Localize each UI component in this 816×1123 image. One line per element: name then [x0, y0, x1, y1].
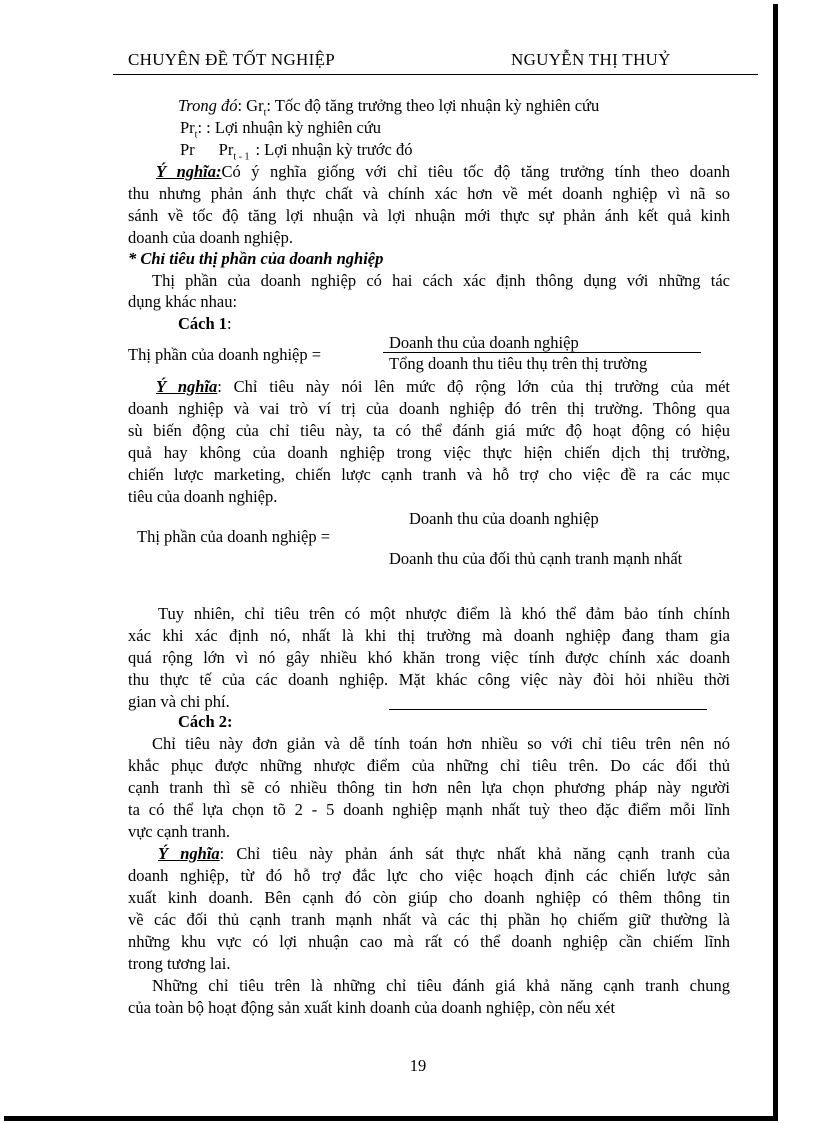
page-shadow-right [773, 4, 778, 1120]
cach1-label: Cách 1 [178, 314, 228, 333]
yn2-line-4: quả hay không của doanh nghiệp trong việc thực hiện chiến dịch thị trường, [128, 443, 730, 462]
however-line-4: thu thực tế của các doanh nghiệp. Mặt khác công việc này đòi hỏi nhiều thời [128, 670, 730, 689]
section-intro-1 [128, 271, 730, 291]
legend-sub-1: t [263, 107, 267, 119]
legend-sym-3a: Pr [180, 140, 195, 159]
however-line-3: quá rộng lớn vì nó gây nhiều khó khăn trong việc tính được chính xác doanh [128, 648, 730, 667]
yn1-line-1 [128, 162, 730, 182]
formula1-numerator: Doanh thu của doanh nghiệp [389, 333, 579, 352]
yn3-line-2: doanh nghiệp, từ đó hỗ trợ đắc lực cho việc hoạch định các chiến lược sản [128, 866, 730, 885]
formula1-fraction-bar [383, 352, 701, 353]
yn2-line-6: tiêu của doanh nghiệp. [128, 487, 278, 506]
legend-sub-3: t - 1 [233, 151, 250, 163]
yn3-line-6: trong tương lai. [128, 954, 231, 973]
cach2-label: Cách 2: [178, 712, 233, 731]
formula1-denominator: Tổng doanh thu tiêu thụ trên thị trường [389, 354, 648, 373]
legend-sym-3b: Pr [218, 140, 234, 159]
however-line-2: xác khi xác định nó, nhất là khi thị trường mà doanh nghiệp đang tham gia [128, 626, 730, 645]
yn3-line-4: về các đối thủ cạnh tranh mạnh nhất và các thị phần họ chiếm giữ thường là [128, 910, 730, 929]
header-rule [113, 74, 758, 75]
cach2-line-2: khắc phục được những nhược điểm của những chỉ tiêu trên. Do các đối thủ [128, 756, 730, 775]
page-shadow-bottom [4, 1116, 778, 1121]
legend-text-1: : Tốc độ tăng trưởng theo lợi nhuận kỳ nghiên cứu [266, 96, 600, 115]
yn2-line-1 [128, 377, 730, 397]
formula2-denominator: Doanh thu của đối thủ cạnh tranh mạnh nhất [389, 549, 683, 568]
cach1-heading [178, 314, 232, 334]
closing-line-1 [128, 976, 730, 996]
legend-sym-2: Pr [180, 118, 195, 137]
yn2-line-3: sù biến động của chỉ tiêu này, ta có thể đánh giá mức độ hoạt động có hiệu [128, 421, 730, 440]
header-right: NGUYỄN THỊ THUỶ [511, 50, 671, 69]
legend-sub-2: t [194, 129, 198, 141]
yn3-line-5: những khu vực có lợi nhuận cao mà rất có thể doanh nghiệp cần chiếm lĩnh [128, 932, 730, 951]
legend-trong-do: Trong đó [178, 96, 238, 115]
cach2-line-4: ta có thể lựa chọn tõ 2 - 5 doanh nghiệp mạnh nhất tuỳ theo đặc điểm mỗi lĩnh [128, 800, 730, 819]
section-heading: * Chỉ tiêu thị phần của doanh nghiệp [128, 249, 384, 268]
header-left: CHUYÊN ĐỀ TỐT NGHIỆP [128, 50, 336, 69]
cach2-line-1 [128, 734, 730, 754]
formula2-lhs: Thị phần của doanh nghiệp = [137, 527, 331, 546]
yn1-line-3: sánh về tốc độ tăng lợi nhuận và lợi nhuận mới thực sự phản ánh kết quả kinh [128, 206, 730, 225]
stray-fraction-bar [389, 709, 707, 710]
yn1-text-1: Có ý nghĩa giống với chỉ tiêu tốc độ tăng trưởng tính theo doanh [221, 162, 730, 181]
closing-line-2: của toàn bộ hoạt động sản xuất kinh doanh của doanh nghiệp, còn nếu xét [128, 998, 616, 1017]
yn2-line-2: doanh nghiệp và vai trò ví trị của doanh nghiệp đó trên thị trường. Thông qua [128, 399, 730, 418]
legend-sym-1: : Gr [237, 96, 264, 115]
section-intro-text-1: Thị phần của doanh nghiệp có hai cách xác định thông dụng với những tác [152, 271, 730, 290]
however-line-5: gian và chi phí. [128, 692, 230, 711]
yn2-label: Ý nghĩa [156, 377, 218, 396]
legend-text-2: : : Lợi nhuận kỳ nghiên cứu [197, 118, 382, 137]
cach2-line-3: cạnh tranh thì sẽ có nhiều thông tin hơn nên lựa chọn phương pháp này người [128, 778, 730, 797]
yn3-text-1: : Chỉ tiêu này phản ánh sát thực nhất khả năng cạnh tranh của [219, 844, 730, 863]
closing-text-1: Những chỉ tiêu trên là những chỉ tiêu đánh giá khả năng cạnh tranh chung [152, 976, 730, 995]
however-line-1 [128, 604, 730, 624]
yn3-line-1 [128, 844, 730, 864]
cach2-line-5: vực cạnh tranh. [128, 822, 230, 841]
formula1-lhs: Thị phần của doanh nghiệp = [128, 345, 322, 364]
yn1-line-4: doanh của doanh nghiệp. [128, 228, 293, 247]
yn2-text-1: : Chỉ tiêu này nói lên mức độ rộng lớn của thị trường của mét [217, 377, 730, 396]
however-text-1: Tuy nhiên, chỉ tiêu trên có một nhược điểm là khó thể đảm bảo tính chính [158, 604, 730, 623]
yn3-label: Ý nghĩa [158, 844, 220, 863]
legend-text-3: : Lợi nhuận kỳ trước đó [255, 140, 413, 159]
yn2-line-5: chiến lược marketing, chiến lược cạnh tranh và hỗ trợ cho việc đề ra các mục [128, 465, 730, 484]
yn3-line-3: xuất kinh doanh. Bên cạnh đó còn giúp cho doanh nghiệp có thêm thông tin [128, 888, 730, 907]
page-number: 19 [409, 1056, 427, 1075]
yn1-line-2: thu nhưng phản ánh thực chất và chính xác hơn về mét doanh nghiệp vì nã so [128, 184, 730, 203]
cach2-text-1: Chỉ tiêu này đơn giản và dễ tính toán hơn nhiều so với chỉ tiêu trên nên nó [152, 734, 730, 753]
cach1-colon: : [227, 314, 232, 333]
section-intro-2: dụng khác nhau: [128, 292, 238, 311]
formula2-numerator: Doanh thu của doanh nghiệp [409, 509, 599, 528]
yn1-label: Ý nghĩa: [156, 162, 222, 181]
